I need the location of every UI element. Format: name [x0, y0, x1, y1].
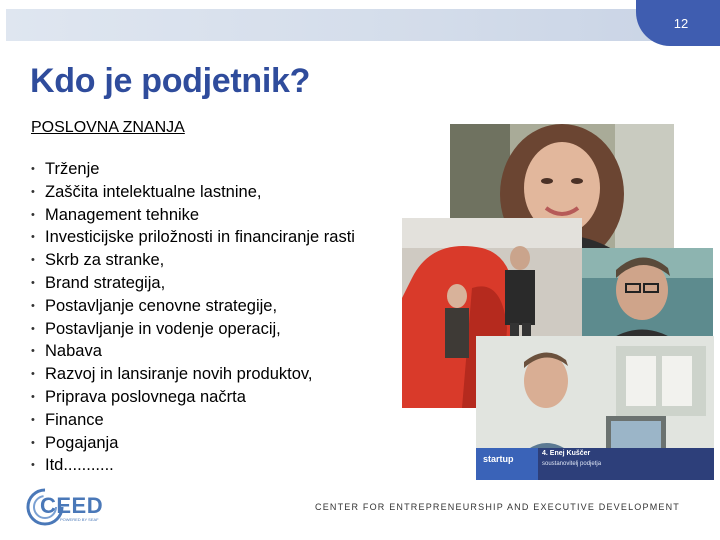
slide-title: Kdo je podjetnik?: [30, 62, 311, 100]
list-item-text: Zaščita intelektualne lastnine,: [45, 182, 262, 201]
list-item: [31, 158, 355, 181]
list-item-text: Itd...........: [45, 456, 114, 475]
bullet-dot: •: [31, 185, 35, 198]
list-item-text: Skrb za stranke,: [45, 251, 165, 270]
list-item: [31, 386, 355, 409]
header-band: [6, 9, 720, 41]
caption-role: soustanovitelj podjetja: [542, 461, 602, 467]
bullet-dot: •: [31, 436, 35, 449]
bullet-dot: •: [31, 413, 35, 426]
list-item-text: Brand strategija,: [45, 273, 166, 292]
list-item: [31, 318, 355, 341]
list-item-text: Finance: [45, 410, 104, 429]
bullet-dot: •: [31, 208, 35, 221]
startup-interview-photo: [476, 336, 714, 480]
list-item: [31, 272, 355, 295]
list-item-text: Management tehnike: [45, 205, 200, 224]
bullet-dot: •: [31, 322, 35, 335]
list-item: [31, 432, 355, 455]
page-number-badge: [636, 0, 720, 46]
bullet-dot: •: [31, 231, 35, 244]
list-item: [31, 363, 355, 386]
list-item: [31, 249, 355, 272]
bullet-dot: •: [31, 276, 35, 289]
list-item-text: Nabava: [45, 342, 102, 361]
list-item-text: Postavljanje cenovne strategije,: [45, 296, 278, 315]
list-item: [31, 204, 355, 227]
bullet-dot: •: [31, 390, 35, 403]
man-portrait-photo: [582, 248, 713, 345]
bullet-dot: •: [31, 459, 35, 472]
list-item: [31, 454, 355, 477]
list-item-text: Pogajanja: [45, 433, 119, 452]
bullet-dot: •: [31, 254, 35, 267]
footer-organization: CENTER FOR ENTREPRENEURSHIP AND EXECUTIVE DEVELOPMENT: [315, 502, 680, 512]
bullet-list: [31, 158, 355, 477]
bullet-dot: •: [31, 368, 35, 381]
list-item: [31, 226, 355, 249]
bullet-dot: •: [31, 345, 35, 358]
list-item-text: Trženje: [45, 160, 100, 178]
page-number: 12: [673, 15, 689, 31]
bullet-dot: •: [31, 163, 35, 175]
list-item: [31, 409, 355, 432]
list-item-text: Priprava poslovnega načrta: [45, 387, 246, 406]
list-item-text: Razvoj in lansiranje novih produktov,: [45, 365, 313, 384]
list-item: [31, 295, 355, 318]
logo-text: CEED: [40, 493, 104, 518]
list-item-text: Investicijske priložnosti in financiranje rasti: [45, 228, 355, 247]
list-item: [31, 340, 355, 363]
list-item: [31, 181, 355, 204]
bullet-dot: •: [31, 299, 35, 312]
list-item-text: Postavljanje in vodenje operacij,: [45, 319, 281, 338]
section-heading: POSLOVNA ZNANJA: [31, 119, 185, 136]
caption-brand: startup: [483, 454, 514, 464]
logo-subtext: POWERED BY SEAF: [60, 517, 99, 522]
caption-name: 4. Enej Kuščer: [542, 450, 591, 457]
ceed-logo: [26, 488, 106, 528]
